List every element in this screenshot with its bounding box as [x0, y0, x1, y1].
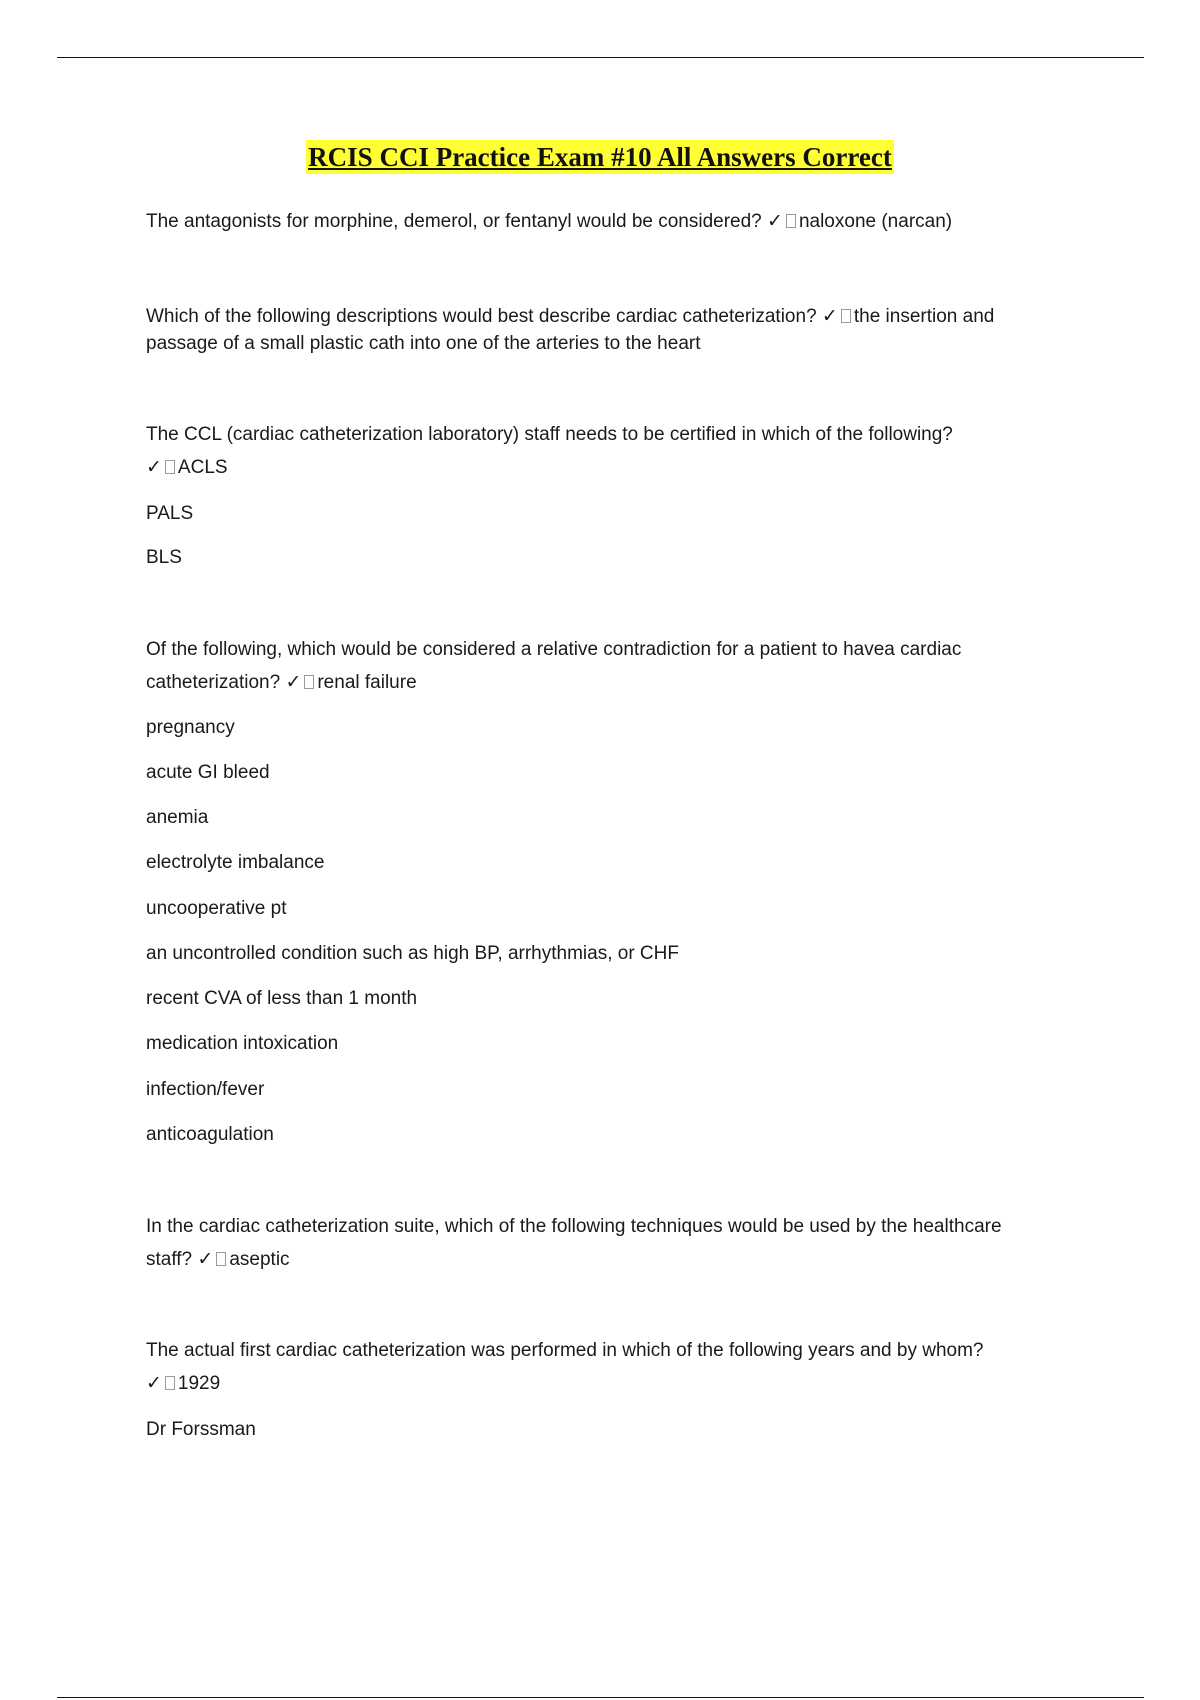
- list-item: PALS: [146, 503, 194, 524]
- footer-rule: [57, 1697, 1144, 1698]
- question-5: In the cardiac catheterization suite, which of the following techniques would be used by the healthcare: [146, 1216, 1002, 1237]
- document-title: RCIS CCI Practice Exam #10 All Answers Correct: [308, 142, 892, 172]
- check-icon: ✓: [146, 456, 162, 478]
- question-5-continuation: [146, 1247, 290, 1272]
- answer-text: renal failure: [317, 672, 417, 693]
- missing-glyph-box-icon: [165, 460, 175, 474]
- question-2: [146, 304, 994, 329]
- missing-glyph-box-icon: [841, 309, 851, 323]
- header-rule: [57, 57, 1144, 58]
- question-6: The actual first cardiac catheterization was performed in which of the following years and by whom?: [146, 1340, 984, 1361]
- list-item: anemia: [146, 807, 209, 828]
- check-icon: ✓: [821, 305, 838, 327]
- check-icon: ✓: [285, 671, 302, 693]
- list-item: BLS: [146, 547, 182, 568]
- question-3: The CCL (cardiac catheterization laboratory) staff needs to be certified in which of the following?: [146, 424, 953, 445]
- answer-text: aseptic: [229, 1249, 290, 1270]
- question-text: catheterization?: [146, 672, 281, 693]
- answer-line: [146, 455, 228, 480]
- list-item: an uncontrolled condition such as high BP, arrhythmias, or CHF: [146, 943, 679, 964]
- title-block: [0, 140, 1200, 174]
- answer-line: [146, 1371, 220, 1396]
- answer-text: naloxone (narcan): [798, 211, 953, 232]
- answer-text: 1929: [177, 1373, 221, 1394]
- missing-glyph-box-icon: [304, 675, 314, 689]
- answer-text: the insertion and: [853, 306, 995, 327]
- check-icon: ✓: [197, 1248, 214, 1270]
- check-icon: ✓: [146, 1372, 162, 1394]
- list-item: uncooperative pt: [146, 898, 287, 919]
- list-item: medication intoxication: [146, 1033, 339, 1054]
- missing-glyph-box-icon: [165, 1376, 175, 1390]
- question-1: [146, 209, 952, 234]
- question-4-continuation: [146, 670, 417, 695]
- list-item: recent CVA of less than 1 month: [146, 988, 418, 1009]
- answer-text: ACLS: [177, 457, 228, 478]
- list-item: infection/fever: [146, 1079, 265, 1100]
- answer-continuation: passage of a small plastic cath into one of the arteries to the heart: [146, 333, 701, 354]
- missing-glyph-box-icon: [216, 1252, 226, 1266]
- check-icon: ✓: [767, 210, 783, 232]
- question-text: The antagonists for morphine, demerol, or fentanyl would be considered?: [146, 211, 762, 232]
- question-text: Which of the following descriptions would best describe cardiac catheterization?: [146, 306, 817, 327]
- list-item: electrolyte imbalance: [146, 852, 325, 873]
- list-item: acute GI bleed: [146, 762, 270, 783]
- list-item: anticoagulation: [146, 1124, 274, 1145]
- question-4: Of the following, which would be considered a relative contradiction for a patient to havea cardiac: [146, 639, 962, 660]
- missing-glyph-box-icon: [786, 214, 796, 228]
- question-text: staff?: [146, 1249, 193, 1270]
- list-item: pregnancy: [146, 717, 235, 738]
- list-item: Dr Forssman: [146, 1419, 256, 1440]
